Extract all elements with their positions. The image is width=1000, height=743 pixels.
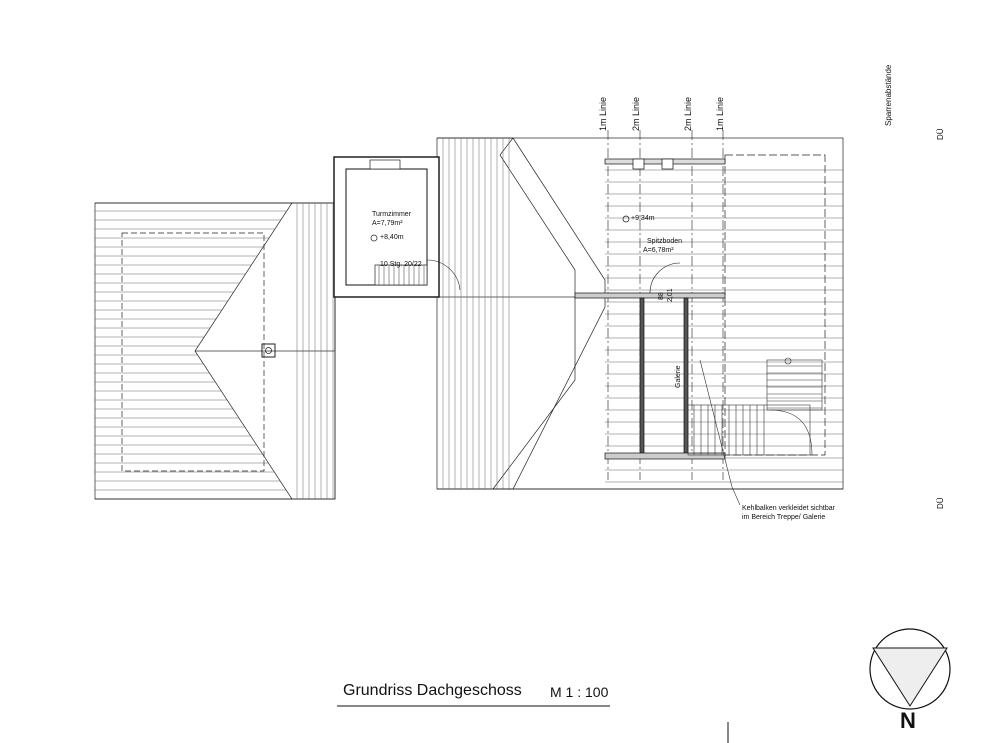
gallery-walls	[575, 159, 725, 459]
turm-stair: 10 Stg. 20/22	[380, 261, 422, 268]
side-label: Sparrenabstände	[884, 64, 893, 126]
line-label-4: 1m Linie	[715, 96, 725, 131]
line-label-1: 1m Linie	[598, 96, 608, 131]
north-label: N	[900, 708, 916, 733]
line-label-3: 2m Linie	[683, 96, 693, 131]
turm-name: Turmzimmer	[372, 211, 412, 218]
spitz-level: +9,34m	[631, 215, 655, 222]
main-roof	[195, 138, 843, 489]
tower-room	[334, 157, 460, 297]
spitz-name: Spitzboden	[647, 238, 683, 245]
note-line-2: im Bereich Treppe/ Galerie	[742, 514, 826, 521]
plan-title: Grundriss Dachgeschoss	[343, 682, 522, 699]
north-arrow	[870, 629, 950, 709]
stairs	[688, 358, 822, 505]
plan-scale: M 1 : 100	[550, 684, 609, 700]
turm-level: +8,40m	[380, 234, 404, 241]
door-width: 88	[658, 292, 665, 300]
door-height: 2,01	[667, 288, 674, 302]
line-label-2: 2m Linie	[631, 96, 641, 131]
side-mark-1: DÜ	[936, 128, 945, 140]
note-line-1: Kehlbalken verkleidet sichtbar	[742, 505, 835, 512]
side-mark-2: DÜ	[936, 497, 945, 509]
turm-area: A=7,79m²	[372, 220, 403, 227]
galerie-name: Galerie	[675, 365, 682, 388]
height-lines	[608, 130, 723, 480]
spitz-area: A=6,78m²	[643, 247, 674, 254]
